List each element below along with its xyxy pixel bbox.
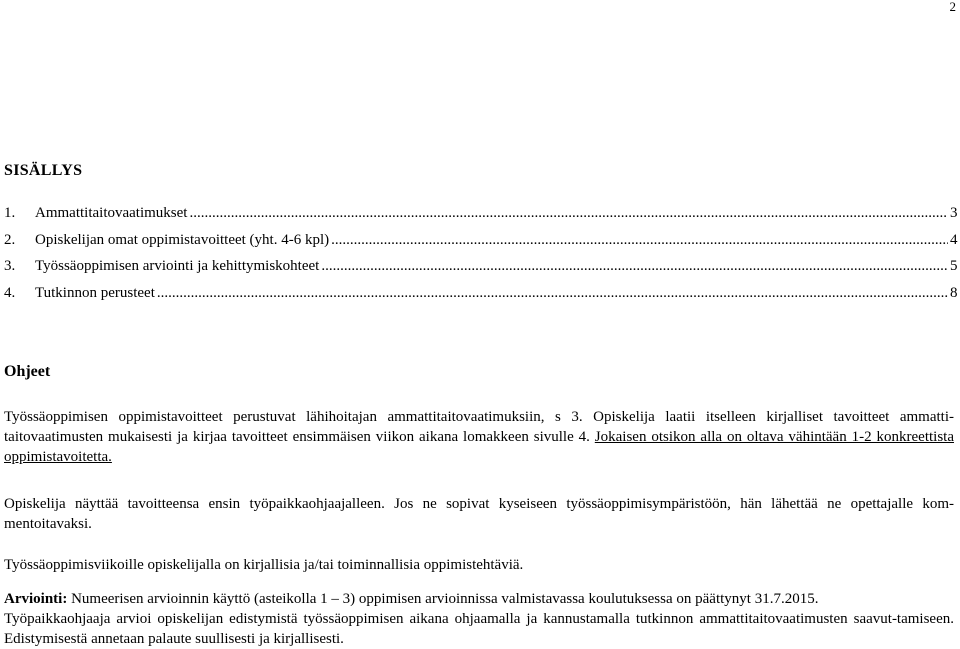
page-number: 2 [949, 0, 956, 14]
goals-text: Työssäoppimisen oppimistavoitteet perustuvat lähihoitajan ammattitaitovaatimuksiin, s 3. Opiskelija laatii itselleen kirjalliset tavoitteet ammatti-taitovaatimusten mukaisesti ja kirjaa tavoitteet ensimmäisen viikon aikana lomakkeen sivulle 4. [4, 409, 954, 445]
toc-entry-title: Opiskelijan omat oppimistavoitteet (yht. 4-6 kpl) [35, 231, 330, 248]
toc-entry-number: 4. [4, 284, 16, 301]
toc-dot-leader [157, 283, 948, 303]
assessment-text-continued: Työpaikkaohjaaja arvioi opiskelijan edistymistä työssäoppimisen aikana ohjaamalla ja kannustamalla tutkinnon ammattitaitovaatimusten saavut-tamiseen. Edistymisestä annetaan palaute suullisesti ja kirjallisesti. [4, 611, 954, 647]
assessment-label: Arviointi: [4, 591, 68, 607]
toc-entry-page: 4 [950, 231, 958, 248]
review-text: Opiskelija näyttää tavoitteensa ensin työpaikkaohjaajalleen. Jos ne sopivat kyseiseen työssäoppimisympäristöön, hän lähettää ne opettajalle kom-mentoitavaksi. [4, 496, 954, 532]
toc-entry[interactable] [4, 230, 960, 257]
instructions-paragraph-goals [4, 407, 954, 467]
toc-entry-title: Työssäoppimisen arviointi ja kehittymiskohteet [35, 258, 320, 274]
table-of-contents [4, 203, 960, 309]
instructions-paragraph-tasks [4, 555, 954, 575]
toc-entry[interactable] [4, 256, 960, 283]
toc-entry[interactable] [4, 203, 960, 230]
goals-requirement-text: Jokaisen otsikon alla on oltava vähintään 1-2 konkreettista oppimistavoitetta. [4, 429, 954, 465]
toc-entry-page: 5 [950, 258, 958, 274]
toc-entry[interactable] [4, 283, 960, 310]
toc-entry-number: 2. [4, 231, 16, 248]
instructions-heading: Ohjeet [4, 363, 51, 380]
toc-dot-leader [321, 256, 948, 276]
toc-dot-leader [189, 203, 948, 223]
toc-entry-page: 3 [950, 205, 958, 221]
toc-entry-number: 1. [4, 205, 16, 221]
instructions-paragraph-assessment [4, 589, 954, 649]
tasks-text: Työssäoppimisviikoille opiskelijalla on kirjallisia ja/tai toiminnallisia oppimistehtäviä. [4, 557, 524, 573]
toc-heading: SISÄLLYS [4, 162, 83, 179]
instructions-paragraph-review [4, 494, 954, 534]
toc-entry-title: Tutkinnon perusteet [35, 284, 155, 301]
toc-dot-leader [331, 230, 948, 250]
toc-entry-page: 8 [950, 284, 958, 301]
toc-entry-number: 3. [4, 258, 16, 274]
toc-entry-title: Ammattitaitovaatimukset [35, 205, 188, 221]
assessment-text: Numeerisen arvioinnin käyttö (asteikolla 1 – 3) oppimisen arvioinnissa valmistavassa koulutuksessa on päättynyt 31.7.2015. [67, 591, 819, 607]
